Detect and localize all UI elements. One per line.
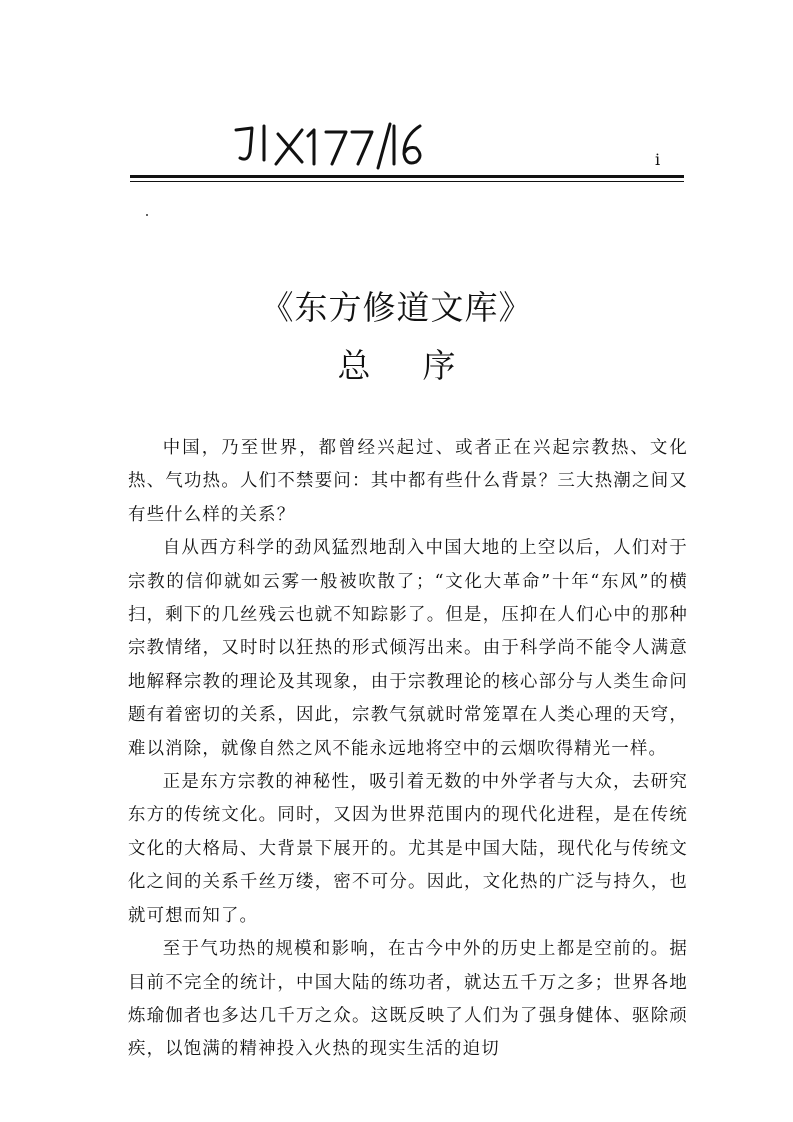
paragraph: 自从西方科学的劲风猛烈地刮入中国大地的上空以后，人们对于宗教的信仰就如云雾一般被吹散了；“文化大革命”十年“东风”的横扫，剩下的几丝残云也就不知踪影了。但是，压抑在人们心中的那种宗教情绪，又时时以狂热的形式倾泻出来。由于科学尚不能令人满意地解释宗教的理论及其现象，由于宗教理论的核心部分与人类生命问题有着密切的关系，因此，宗教气氛就时常笼罩在人类心理的天穹，难以消除，就像自然之风不能永远地将空中的云烟吹得精光一样。 [128,538,688,759]
scan-speck [146,214,148,216]
body-text [128,432,688,1067]
paragraph: 正是东方宗教的神秘性，吸引着无数的中外学者与大众，去研究东方的传统文化。同时，又因为世界范围内的现代化进程，是在传统文化的大格局、大背景下展开的。尤其是中国大陆，现代化与传统文化之间的关系千丝万缕，密不可分。因此，文化热的广泛与持久，也就可想而知了。 [128,772,688,926]
page-number: i [655,150,661,169]
paragraph: 至于气功热的规模和影响，在古今中外的历史上都是空前的。据目前不完全的统计，中国大陆的练功者，就达五千万之多；世界各地炼瑜伽者也多达几千万之众。这既反映了人们为了强身健体、驱除顽疾，以饱满的精神投入火热的现实生活的迫切 [128,939,688,1060]
document-title: 《东方修道文库》 [260,288,533,327]
document-subtitle: 总序 [337,346,508,385]
handwritten-call-number-drawing [228,112,428,174]
header-rule-thick [130,175,684,178]
paragraph: 中国，乃至世界，都曾经兴起过、或者正在兴起宗教热、文化热、气功热。人们不禁要问：其中都有些什么背景？三大热潮之间又有些什么样的关系？ [128,438,688,525]
handwritten-call-number [228,112,428,174]
header-rule-thin [130,181,684,182]
